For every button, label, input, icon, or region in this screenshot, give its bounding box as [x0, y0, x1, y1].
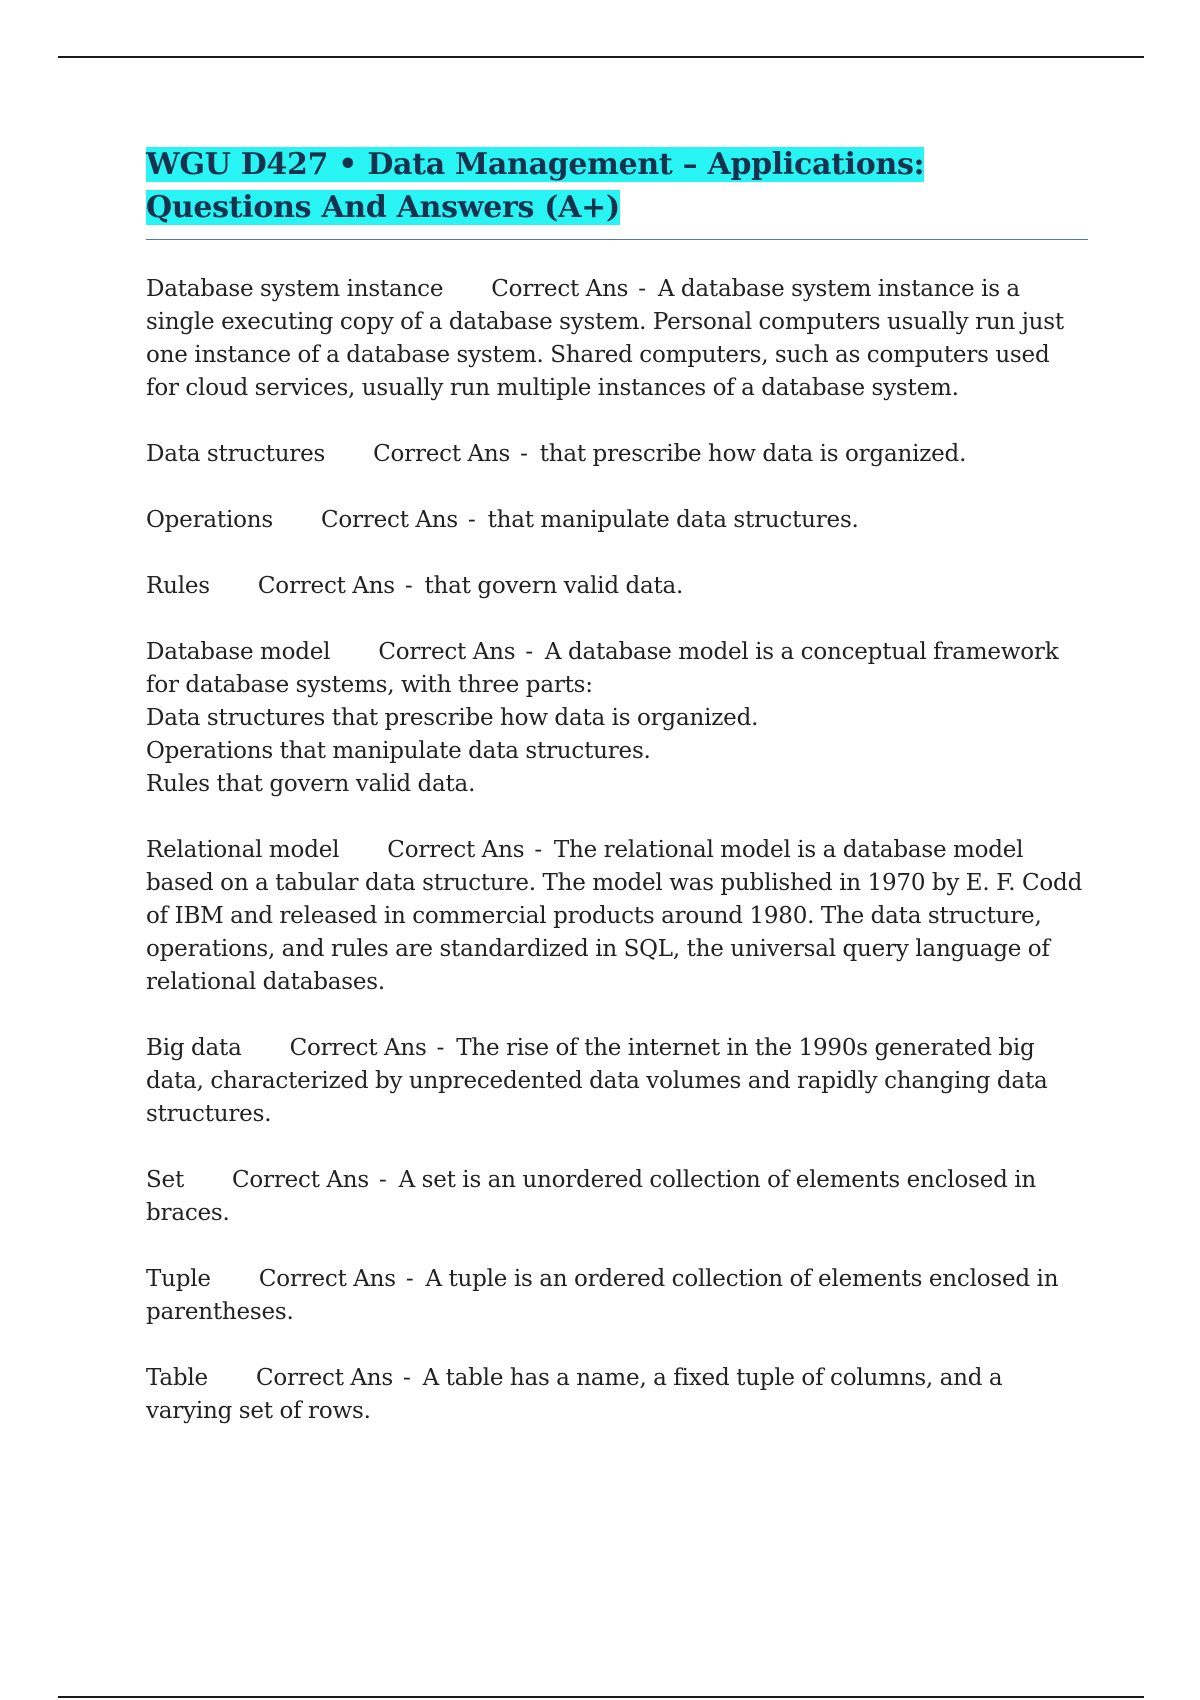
answer-separator: -: [534, 837, 542, 863]
entry-answer: A database model is a conceptual framework for database systems, with three parts:: [146, 639, 1059, 698]
title-line-2: Questions And Answers (A+): [146, 190, 620, 225]
entry-term: Rules: [146, 573, 210, 599]
answer-separator: -: [467, 507, 476, 533]
title-line-1: WGU D427 • Data Management – Applications:: [146, 147, 925, 182]
entry-answer: The relational model is a database model based on a tabular data structure. The model was published in 1970 by E. F. Codd of IBM and released in commercial products around 1980. The data structure, operations, and rules are standardized in SQL, the universal query language of relational databases.: [146, 837, 1083, 995]
entry-answer: that govern valid data.: [424, 573, 684, 599]
answer-extra-line: Operations that manipulate data structures.: [146, 738, 651, 764]
entry-answer: A table has a name, a fixed tuple of columns, and a varying set of rows.: [146, 1365, 1003, 1424]
entry-term: Database system instance: [146, 276, 444, 302]
entry-term: Tuple: [146, 1266, 211, 1292]
answer-label: Correct Ans: [320, 507, 458, 533]
answer-label: Correct Ans: [373, 441, 511, 467]
answer-label: Correct Ans: [289, 1035, 427, 1061]
answer-separator: -: [379, 1167, 387, 1193]
entry-term: Set: [146, 1167, 185, 1193]
qa-entry: [146, 636, 1088, 801]
answer-separator: -: [402, 1365, 411, 1391]
answer-label: Correct Ans: [491, 276, 629, 302]
answer-label: Correct Ans: [378, 639, 516, 665]
entry-term: Operations: [146, 507, 273, 533]
entry-term: Table: [146, 1365, 208, 1391]
entry-answer: A database system instance is a single executing copy of a database system. Personal computers usually run just one instance of a database system. Shared computers, such as computers used for cloud services, usually run multiple instances of a database system.: [146, 276, 1064, 401]
entry-term: Data structures: [146, 441, 326, 467]
answer-label: Correct Ans: [387, 837, 525, 863]
answer-separator: -: [520, 441, 528, 467]
entry-term: Big data: [146, 1035, 242, 1061]
answer-separator: -: [525, 639, 533, 665]
qa-entry: [146, 1164, 1088, 1230]
entry-answer: A tuple is an ordered collection of elements enclosed in parentheses.: [146, 1266, 1059, 1325]
qa-entry: [146, 570, 1088, 603]
qa-entry: [146, 834, 1088, 999]
qa-entry: [146, 438, 1088, 471]
answer-label: Correct Ans: [258, 1266, 396, 1292]
entry-term: Database model: [146, 639, 331, 665]
qa-entry: [146, 1032, 1088, 1131]
answer-label: Correct Ans: [255, 1365, 393, 1391]
page-top-rule: [58, 56, 1144, 58]
entry-answer: The rise of the internet in the 1990s generated big data, characterized by unprecedented data volumes and rapidly changing data structures.: [146, 1035, 1048, 1127]
qa-entry: [146, 273, 1088, 405]
document-title: [146, 143, 1088, 229]
entry-term: Relational model: [146, 837, 340, 863]
qa-entry: [146, 1263, 1088, 1329]
answer-separator: -: [436, 1035, 445, 1061]
answer-extra-line: Rules that govern valid data.: [146, 771, 476, 797]
answer-separator: -: [404, 573, 413, 599]
title-underline: [146, 239, 1088, 240]
entry-answer: A set is an unordered collection of elements enclosed in braces.: [146, 1167, 1037, 1226]
answer-label: Correct Ans: [232, 1167, 370, 1193]
answer-extra-line: Data structures that prescribe how data is organized.: [146, 705, 759, 731]
page-bottom-rule: [58, 1696, 1144, 1698]
document-body: [146, 143, 1088, 1461]
qa-entry: [146, 1362, 1088, 1428]
entry-answer: that manipulate data structures.: [487, 507, 859, 533]
qa-list: [146, 273, 1088, 1428]
qa-entry: [146, 504, 1088, 537]
answer-separator: -: [638, 276, 646, 302]
entry-answer: that prescribe how data is organized.: [539, 441, 967, 467]
answer-separator: -: [405, 1266, 414, 1292]
answer-label: Correct Ans: [257, 573, 395, 599]
